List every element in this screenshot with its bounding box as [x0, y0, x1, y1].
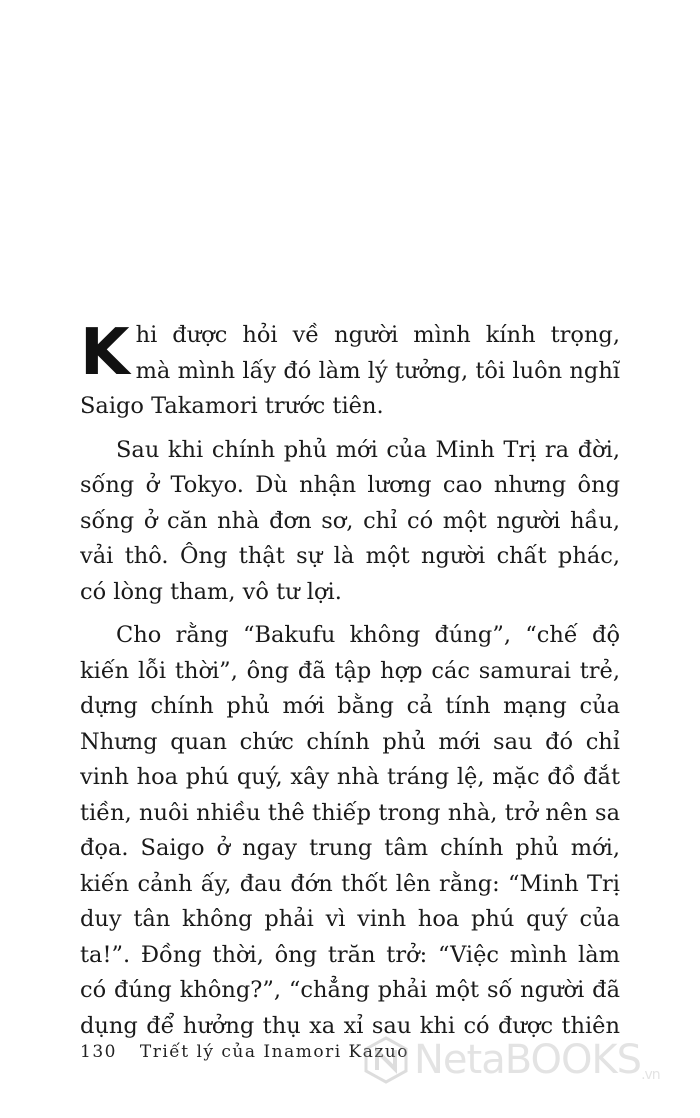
text-line: vải thô. Ông thật sự là một người chất phác, [80, 543, 620, 569]
text-line: dựng chính phủ mới bằng cả tính mạng của [80, 693, 620, 719]
text-line: có đúng không?”, “chẳng phải một số người đã [80, 977, 620, 1003]
text-line: vinh hoa phú quý, xây nhà tráng lệ, mặc đồ đắt [80, 764, 620, 790]
page-number: 130 [80, 1042, 117, 1062]
watermark-brand [414, 1037, 660, 1083]
text-line: mà mình lấy đó làm lý tưởng, tôi luôn nghĩ [135, 357, 620, 384]
text-line: hi được hỏi về người mình kính trọng, [135, 322, 620, 348]
running-title: Triết lý của Inamori Kazuo [139, 1042, 410, 1062]
text-line: Nhưng quan chức chính phủ mới sau đó chỉ [80, 728, 620, 755]
text-line: Saigo Takamori trước tiên. [80, 393, 384, 419]
netabooks-logo-icon [362, 1036, 410, 1084]
text-line: tiền, nuôi nhiều thê thiếp trong nhà, trở nên sa [80, 799, 620, 826]
text-line: có lòng tham, vô tư lợi. [80, 578, 342, 605]
text-line: Sau khi chính phủ mới của Minh Trị ra đời, [116, 436, 620, 463]
paragraph-2 [80, 433, 620, 611]
watermark [362, 1036, 660, 1084]
text-line: Cho rằng “Bakufu không đúng”, “chế độ [116, 622, 620, 648]
text-line: sống ở Tokyo. Dù nhận lương cao nhưng ông [80, 472, 620, 498]
watermark-suffix: .vn [641, 1067, 660, 1083]
text-line: duy tân không phải vì vinh hoa phú quý của [80, 906, 620, 932]
page-footer [80, 1042, 409, 1062]
text-line: ta!”. Đồng thời, ông trăn trở: “Việc mình làm [80, 941, 620, 968]
paragraph-1 [80, 318, 620, 425]
text-line: sống ở căn nhà đơn sơ, chỉ có một người hầu, [80, 507, 620, 534]
body-text [80, 318, 620, 1044]
text-line: dụng để hưởng thụ xa xỉ sau khi có được thiên [80, 1012, 620, 1039]
text-line: kiến cảnh ấy, đau đớn thốt lên rằng: “Minh Trị [80, 870, 620, 897]
text-line: kiến lỗi thời”, ông đã tập hợp các samurai trẻ, [80, 657, 620, 684]
text-line: đọa. Saigo ở ngay trung tâm chính phủ mới, [80, 835, 620, 861]
paragraph-3 [80, 618, 620, 1044]
drop-cap: K [80, 316, 130, 390]
watermark-brand-text: NetaBOOKS [414, 1037, 642, 1083]
